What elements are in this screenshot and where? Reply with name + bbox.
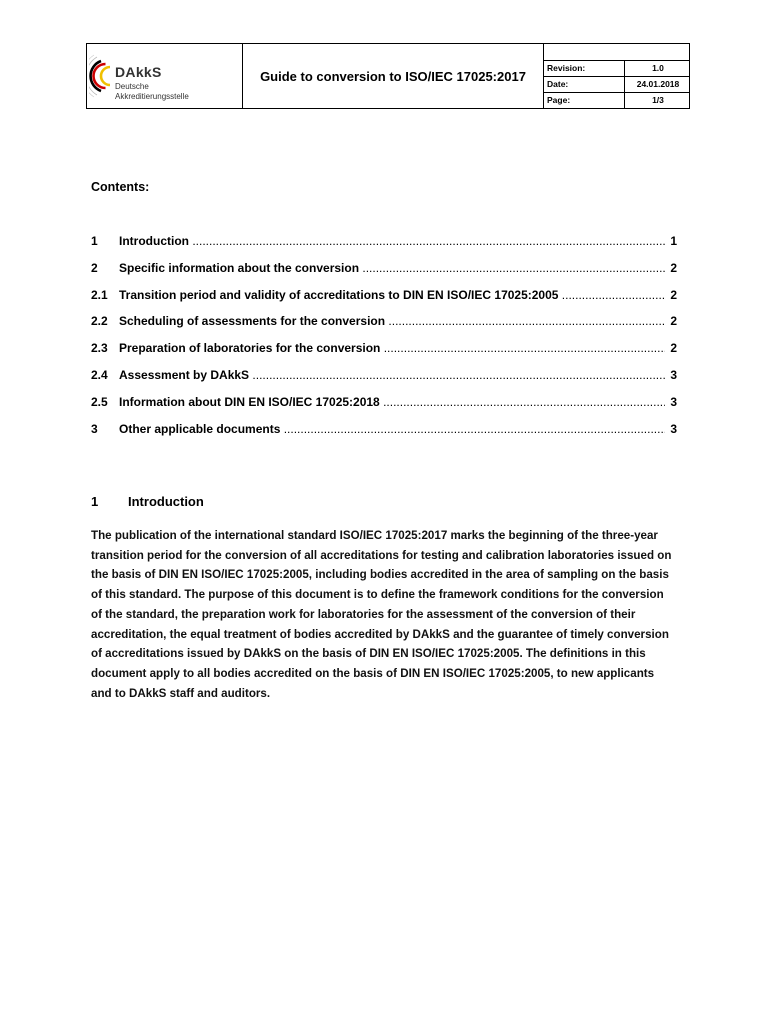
toc-item[interactable] (91, 422, 677, 449)
section-heading (91, 494, 204, 509)
page-value: 1/3 (652, 95, 664, 105)
toc-item[interactable] (91, 395, 677, 422)
toc-item-page: 3 (670, 421, 677, 436)
toc-item[interactable] (91, 288, 677, 315)
toc-item[interactable] (91, 234, 677, 261)
toc-item-text: Introduction ..... (119, 234, 665, 248)
date-label: Date: (547, 79, 569, 89)
revision-row (544, 60, 690, 76)
section-number: 1 (91, 494, 99, 509)
toc-item-text: Assessment by DAkkS ..... (119, 368, 665, 382)
toc-item[interactable] (91, 341, 677, 368)
revision-meta-table (543, 44, 689, 108)
toc-item-number: 2.2 (91, 314, 108, 329)
toc-item[interactable] (91, 314, 677, 341)
section-title: Introduction (128, 494, 204, 509)
toc-item-page: 2 (670, 314, 677, 329)
toc-item-number: 1 (91, 234, 98, 248)
toc-item-page: 1 (670, 234, 677, 248)
toc-item-page: 2 (670, 287, 677, 302)
contents-heading: Contents: (91, 180, 150, 194)
toc-item-number: 2.1 (91, 287, 108, 302)
toc-item-text: Preparation of laboratories for the conversion ..... (119, 341, 665, 355)
document-title: Guide to conversion to ISO/IEC 17025:2017 (260, 68, 526, 84)
toc-item-number: 2 (91, 260, 98, 275)
toc-item-text: Scheduling of assessments for the conversion ..... (119, 314, 665, 328)
toc-item-number: 2.3 (91, 341, 108, 356)
toc-item-page: 2 (670, 341, 677, 356)
document-header-table (86, 43, 690, 109)
logo-wordmark: DAkkS (115, 64, 162, 80)
toc-item-text: Transition period and validity of accreditations to DIN EN ISO/IEC 17025:2005 ..... (119, 288, 665, 302)
introduction-paragraph: The publication of the international standard ISO/IEC 17025:2017 marks the beginning of the three-year transition period for the conversion of all accreditations for testing and calibration laboratories issued on the basis of DIN EN ISO/IEC 17025:2005, including bodies accredited in the area of sampling on the basis of this standard. The purpose of this document is to define the framework conditions for the conversion of the standard, the preparation work for laboratories for the assessment of the conversion of their accreditation, the equal treatment of bodies accredited by DAkkS and the guarantee of timely conversion of accreditations issued by DAkkS on the basis of DIN EN ISO/IEC 17025:2005. The definitions in this document apply to all bodies accredited on the basis of DIN EN ISO/IEC 17025:2005, to new applicants and to DAkkS staff and auditors. (91, 529, 672, 700)
date-row (544, 76, 690, 92)
table-of-contents (91, 234, 677, 448)
revision-value: 1.0 (652, 63, 664, 73)
toc-item-text: Specific information about the conversion ..... (119, 261, 665, 275)
revision-label: Revision: (547, 63, 586, 73)
date-value: 24.01.2018 (636, 79, 680, 89)
toc-item-page: 3 (670, 394, 677, 409)
toc-item-number: 3 (91, 421, 98, 436)
toc-item[interactable] (91, 261, 677, 288)
page-label: Page: (547, 95, 571, 105)
page-row (544, 92, 690, 108)
toc-item-number: 2.5 (91, 394, 108, 409)
toc-item-text: Information about DIN EN ISO/IEC 17025:2018 ..... (119, 395, 665, 409)
toc-item-text: Other applicable documents ..... (119, 422, 665, 436)
toc-item-page: 2 (670, 260, 677, 275)
logo-subtitle-line1: Deutsche (115, 82, 149, 91)
toc-item-page: 3 (670, 367, 677, 382)
toc-item[interactable] (91, 368, 677, 395)
toc-item-number: 2.4 (91, 367, 108, 382)
logo-cell (87, 44, 243, 108)
logo-subtitle-line2: Akkreditierungsstelle (115, 92, 189, 101)
